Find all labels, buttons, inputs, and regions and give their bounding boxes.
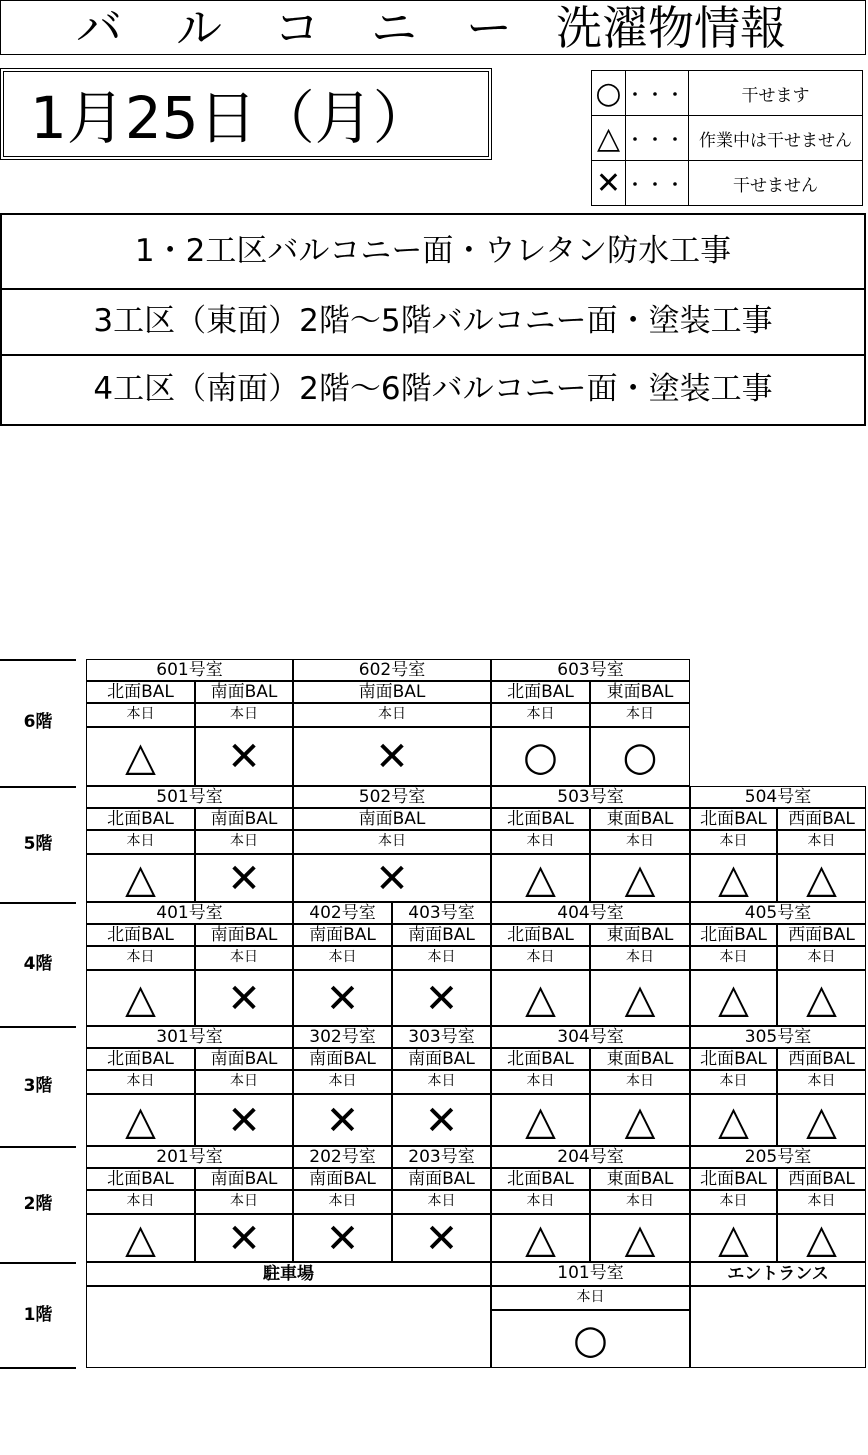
- circle-icon: ○: [592, 71, 626, 116]
- balcony-label: 西面BAL: [777, 1168, 866, 1190]
- balcony-label: 北面BAL: [86, 681, 195, 703]
- today-label: 本日: [777, 946, 866, 970]
- cross-icon: ✕: [293, 727, 491, 786]
- balcony-label: 南面BAL: [293, 1168, 392, 1190]
- triangle-icon: △: [777, 1214, 866, 1262]
- cross-icon: ✕: [195, 970, 293, 1026]
- triangle-icon: △: [777, 854, 866, 902]
- today-label: 本日: [293, 703, 491, 727]
- triangle-icon: △: [590, 970, 690, 1026]
- legend-text: 干せます: [689, 71, 863, 116]
- today-label: 本日: [195, 1190, 293, 1214]
- page-title: [0, 0, 866, 55]
- triangle-icon: △: [491, 854, 590, 902]
- today-label: 本日: [86, 830, 195, 854]
- balcony-label: 南面BAL: [392, 924, 491, 946]
- balcony-label: 南面BAL: [195, 808, 293, 830]
- today-label: 本日: [491, 703, 590, 727]
- balcony-label: 北面BAL: [491, 808, 590, 830]
- room-name: 601号室: [86, 659, 293, 681]
- today-label: 本日: [86, 1190, 195, 1214]
- room-name: 404号室: [491, 902, 690, 924]
- today-label: 本日: [491, 1286, 690, 1310]
- balcony-label: 南面BAL: [392, 1168, 491, 1190]
- cross-icon: ✕: [195, 854, 293, 902]
- balcony-label: 北面BAL: [690, 808, 777, 830]
- room-name: 304号室: [491, 1026, 690, 1048]
- floor-label: 5階: [23, 834, 53, 854]
- balcony-label: 北面BAL: [86, 924, 195, 946]
- room-name: 401号室: [86, 902, 293, 924]
- today-label: 本日: [590, 1070, 690, 1094]
- legend-dots: ・・・: [626, 116, 689, 161]
- legend-dots: ・・・: [626, 71, 689, 116]
- balcony-label: 東面BAL: [590, 1168, 690, 1190]
- room-name: 101号室: [491, 1262, 690, 1286]
- balcony-label: 北面BAL: [491, 1048, 590, 1070]
- today-label: 本日: [590, 703, 690, 727]
- today-label: 本日: [690, 830, 777, 854]
- today-label: 本日: [392, 1070, 491, 1094]
- floor-label: 1階: [23, 1305, 53, 1325]
- today-label: 本日: [777, 830, 866, 854]
- balcony-label: 北面BAL: [690, 1168, 777, 1190]
- triangle-icon: △: [491, 1214, 590, 1262]
- cross-icon: ✕: [392, 970, 491, 1026]
- title-char: コ: [274, 1, 320, 55]
- balcony-label: 南面BAL: [293, 924, 392, 946]
- legend-text: 作業中は干せません: [689, 116, 863, 161]
- balcony-label: 西面BAL: [777, 1048, 866, 1070]
- balcony-label: 南面BAL: [293, 808, 491, 830]
- triangle-icon: △: [690, 970, 777, 1026]
- today-label: 本日: [690, 946, 777, 970]
- balcony-label: 北面BAL: [86, 1168, 195, 1190]
- room-name: 201号室: [86, 1146, 293, 1168]
- balcony-label: 北面BAL: [491, 924, 590, 946]
- cross-icon: ✕: [293, 854, 491, 902]
- today-label: 本日: [195, 703, 293, 727]
- notice-banner: 3工区（東面）2階～5階バルコニー面・塗装工事: [0, 290, 866, 356]
- today-label: 本日: [491, 946, 590, 970]
- today-label: 本日: [293, 946, 392, 970]
- balcony-label: 南面BAL: [195, 681, 293, 703]
- room-name: 303号室: [392, 1026, 491, 1048]
- cross-icon: ✕: [392, 1214, 491, 1262]
- entrance-area: [690, 1286, 866, 1368]
- parking-area: [86, 1286, 491, 1368]
- triangle-icon: △: [690, 1094, 777, 1146]
- today-label: 本日: [777, 1070, 866, 1094]
- today-label: 本日: [86, 703, 195, 727]
- room-name: 501号室: [86, 786, 293, 808]
- today-label: 本日: [392, 946, 491, 970]
- balcony-label: 南面BAL: [195, 1048, 293, 1070]
- balcony-label: 西面BAL: [777, 924, 866, 946]
- room-name: 405号室: [690, 902, 866, 924]
- triangle-icon: △: [690, 1214, 777, 1262]
- circle-icon: ○: [491, 727, 590, 786]
- today-label: 本日: [690, 1190, 777, 1214]
- balcony-label: 南面BAL: [293, 1048, 392, 1070]
- today-label: 本日: [590, 830, 690, 854]
- title-char: ニ: [371, 1, 417, 55]
- balcony-label: 南面BAL: [195, 1168, 293, 1190]
- triangle-icon: △: [491, 970, 590, 1026]
- floor-label: 6階: [23, 712, 53, 732]
- room-name: 204号室: [491, 1146, 690, 1168]
- room-name: 502号室: [293, 786, 491, 808]
- legend-row: [592, 71, 863, 116]
- triangle-icon: △: [86, 1214, 195, 1262]
- title-char: バ: [76, 1, 122, 55]
- triangle-icon: △: [491, 1094, 590, 1146]
- title-char: 洗濯物情報: [556, 1, 786, 55]
- legend-text: 干せません: [689, 161, 863, 206]
- today-label: 本日: [86, 1070, 195, 1094]
- circle-icon: ○: [590, 727, 690, 786]
- triangle-icon: △: [590, 854, 690, 902]
- cross-icon: ✕: [392, 1094, 491, 1146]
- title-char: ー: [466, 1, 512, 55]
- today-label: 本日: [86, 946, 195, 970]
- balcony-label: 東面BAL: [590, 681, 690, 703]
- triangle-icon: △: [86, 727, 195, 786]
- cross-icon: ✕: [293, 970, 392, 1026]
- today-label: 本日: [195, 1070, 293, 1094]
- today-label: 本日: [293, 1070, 392, 1094]
- triangle-icon: △: [777, 1094, 866, 1146]
- balcony-label: 南面BAL: [392, 1048, 491, 1070]
- room-name: 305号室: [690, 1026, 866, 1048]
- balcony-label: 南面BAL: [293, 681, 491, 703]
- floor-label: 3階: [23, 1076, 53, 1096]
- triangle-icon: △: [590, 1214, 690, 1262]
- room-name: 603号室: [491, 659, 690, 681]
- legend-dots: ・・・: [626, 161, 689, 206]
- room-name: 301号室: [86, 1026, 293, 1048]
- triangle-icon: △: [86, 1094, 195, 1146]
- cross-icon: ✕: [195, 1214, 293, 1262]
- floor-label: 4階: [23, 954, 53, 974]
- legend-table: [591, 70, 863, 206]
- balcony-label: 北面BAL: [491, 1168, 590, 1190]
- balcony-label: 北面BAL: [690, 1048, 777, 1070]
- today-label: 本日: [195, 946, 293, 970]
- parking-label: 駐車場: [86, 1262, 491, 1286]
- balcony-label: 北面BAL: [690, 924, 777, 946]
- today-label: 本日: [777, 1190, 866, 1214]
- room-name: 602号室: [293, 659, 491, 681]
- balcony-label: 南面BAL: [195, 924, 293, 946]
- triangle-icon: △: [690, 854, 777, 902]
- triangle-icon: △: [592, 116, 626, 161]
- today-label: 本日: [392, 1190, 491, 1214]
- notice-banner: 4工区（南面）2階～6階バルコニー面・塗装工事: [0, 356, 866, 426]
- balcony-label: 東面BAL: [590, 808, 690, 830]
- circle-icon: ○: [491, 1310, 690, 1368]
- room-name: 402号室: [293, 902, 392, 924]
- today-label: 本日: [293, 1190, 392, 1214]
- room-name: 503号室: [491, 786, 690, 808]
- balcony-label: 東面BAL: [590, 1048, 690, 1070]
- cross-icon: ✕: [293, 1094, 392, 1146]
- notice-banner: 1・2工区バルコニー面・ウレタン防水工事: [0, 213, 866, 290]
- cross-icon: ✕: [195, 727, 293, 786]
- balcony-label: 西面BAL: [777, 808, 866, 830]
- today-label: 本日: [590, 946, 690, 970]
- date-label: 1月25日（月）: [30, 84, 431, 152]
- cross-icon: ✕: [592, 161, 626, 206]
- triangle-icon: △: [590, 1094, 690, 1146]
- entrance-label: エントランス: [690, 1262, 866, 1286]
- triangle-icon: △: [86, 854, 195, 902]
- room-name: 205号室: [690, 1146, 866, 1168]
- today-label: 本日: [491, 1190, 590, 1214]
- room-name: 202号室: [293, 1146, 392, 1168]
- balcony-label: 東面BAL: [590, 924, 690, 946]
- cross-icon: ✕: [293, 1214, 392, 1262]
- cross-icon: ✕: [195, 1094, 293, 1146]
- legend-row: [592, 161, 863, 206]
- room-name: 203号室: [392, 1146, 491, 1168]
- today-label: 本日: [293, 830, 491, 854]
- legend-row: [592, 116, 863, 161]
- balcony-label: 北面BAL: [86, 1048, 195, 1070]
- floor-label: 2階: [23, 1194, 53, 1214]
- triangle-icon: △: [777, 970, 866, 1026]
- today-label: 本日: [195, 830, 293, 854]
- room-name: 302号室: [293, 1026, 392, 1048]
- room-name: 504号室: [690, 786, 866, 808]
- title-char: ル: [176, 1, 222, 55]
- balcony-label: 北面BAL: [86, 808, 195, 830]
- today-label: 本日: [491, 830, 590, 854]
- today-label: 本日: [491, 1070, 590, 1094]
- room-name: 403号室: [392, 902, 491, 924]
- today-label: 本日: [590, 1190, 690, 1214]
- today-label: 本日: [690, 1070, 777, 1094]
- balcony-label: 北面BAL: [491, 681, 590, 703]
- triangle-icon: △: [86, 970, 195, 1026]
